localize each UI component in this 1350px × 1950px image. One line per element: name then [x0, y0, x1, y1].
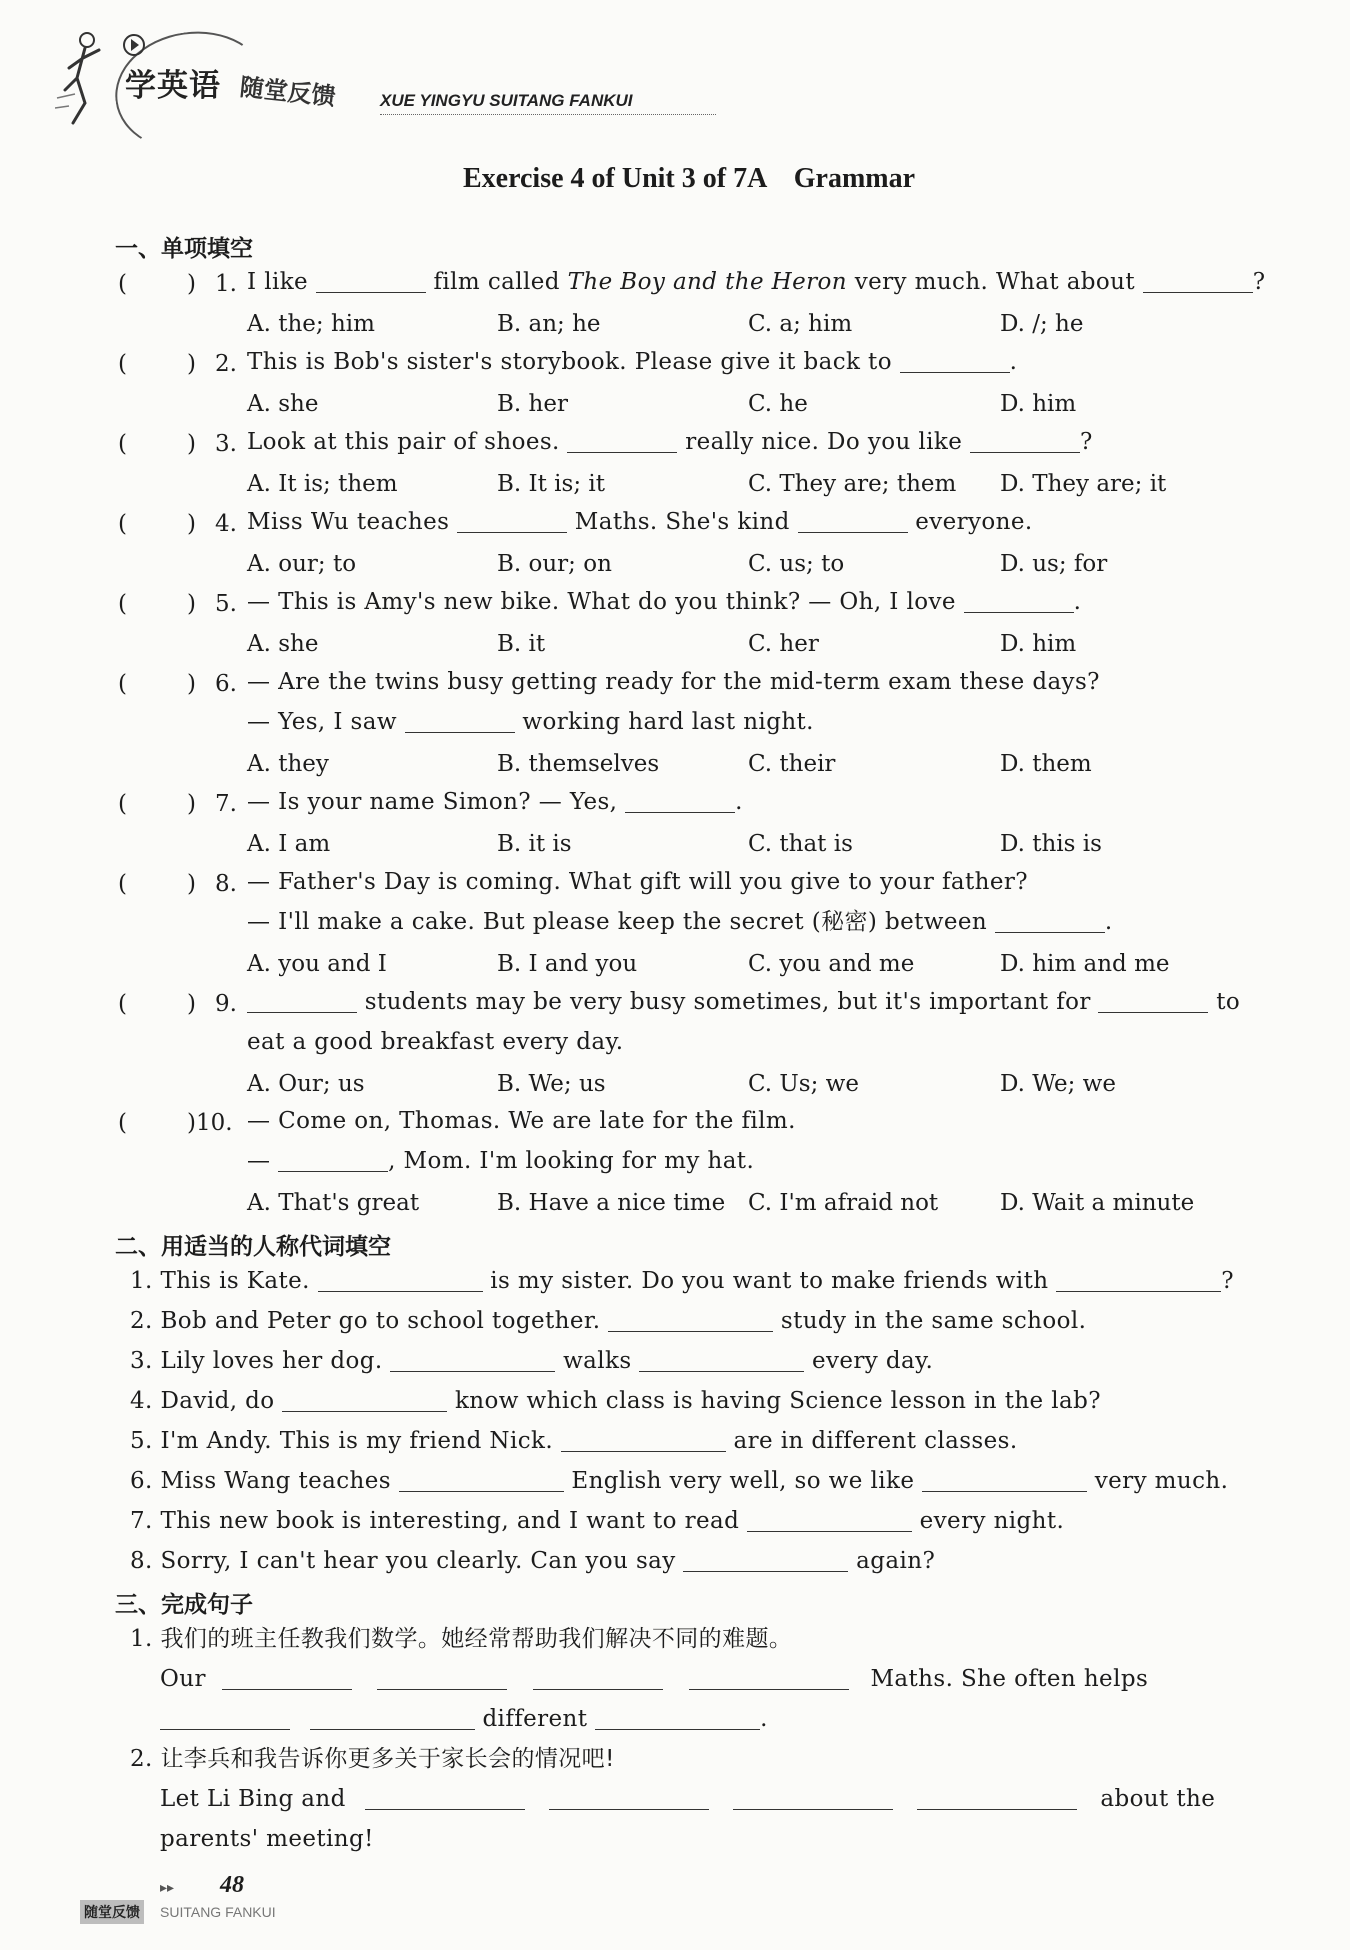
item-text: Sorry, I can't hear you clearly. Can you say [160, 1548, 676, 1574]
option-b[interactable]: B. It is; it [497, 471, 605, 497]
option-c[interactable]: C. her [748, 631, 819, 657]
option-b[interactable]: B. We; us [497, 1071, 606, 1097]
option-a[interactable]: A. she [247, 391, 319, 417]
question-text: — This is Amy's new bike. What do you think? — Oh, I love [247, 589, 956, 615]
question-text: very much. What about [854, 269, 1136, 295]
item-text: English very well, so we like [571, 1468, 915, 1494]
question-number: 9. [215, 991, 237, 1017]
item-text: ? [1221, 1268, 1234, 1294]
question-text: everyone. [915, 509, 1033, 535]
footer-pinyin: SUITANG FANKUI [160, 1904, 276, 1920]
question-text: This is Bob's sister's storybook. Please give it back to [247, 349, 892, 375]
option-b[interactable]: B. our; on [497, 551, 612, 577]
question-text: working hard last night. [522, 709, 814, 735]
option-d[interactable]: D. him and me [1000, 951, 1170, 977]
question-text: Look at this pair of shoes. [247, 429, 560, 455]
question-text: — Is your name Simon? — Yes, [247, 789, 618, 815]
option-c[interactable]: C. that is [748, 831, 853, 857]
page-title: Exercise 4 of Unit 3 of 7A Grammar [462, 163, 916, 194]
option-b[interactable]: B. Have a nice time [497, 1190, 726, 1216]
question-text: ? [1252, 269, 1266, 295]
answer-blank[interactable] [318, 1271, 483, 1292]
answer-blank[interactable] [567, 432, 677, 453]
option-a[interactable]: A. she [247, 631, 319, 657]
item-text: Let Li Bing and [160, 1786, 346, 1812]
item-text: Lily loves her dog. [160, 1348, 383, 1374]
option-d[interactable]: D. /; he [1000, 311, 1084, 337]
item-text: is my sister. Do you want to make friends with [490, 1268, 1049, 1294]
chinese-prompt: 我们的班主任教我们数学。她经常帮助我们解决不同的难题。 [160, 1626, 793, 1652]
item-text: Bob and Peter go to school together. [160, 1308, 601, 1334]
item-text: very much. [1094, 1468, 1229, 1494]
fill-item-3 [130, 1350, 933, 1373]
answer-paren-close: ) [187, 671, 196, 697]
item-text: This is Kate. [160, 1268, 310, 1294]
question-text: ? [1079, 429, 1093, 455]
question-text: students may be very busy sometimes, but it's important for [364, 989, 1091, 1015]
question-text: Maths. She's kind [574, 509, 790, 535]
answer-paren-open: ( [118, 511, 127, 537]
option-d[interactable]: D. Wait a minute [1000, 1190, 1195, 1216]
answer-paren-open: ( [118, 1110, 127, 1136]
answer-blank[interactable] [160, 1709, 290, 1730]
answer-blank[interactable] [316, 272, 426, 293]
question-number: 1. [215, 271, 237, 297]
option-c[interactable]: C. us; to [748, 551, 845, 577]
item-number: 1. [130, 1268, 153, 1294]
option-d[interactable]: D. him [1000, 391, 1077, 417]
item-number: 6. [130, 1468, 153, 1494]
section-heading-pronouns: 二、用适当的人称代词填空 [115, 1234, 391, 1260]
answer-paren-close: ) [187, 351, 196, 377]
item-text: walks [563, 1348, 632, 1374]
answer-blank[interactable] [595, 1709, 760, 1730]
answer-blank[interactable] [561, 1431, 726, 1452]
option-a[interactable]: A. It is; them [247, 471, 398, 497]
answer-blank[interactable] [608, 1311, 773, 1332]
question-text: — [247, 1148, 271, 1174]
option-d[interactable]: D. them [1000, 751, 1092, 777]
item-text: about the [1100, 1786, 1216, 1812]
item-text: I'm Andy. This is my friend Nick. [160, 1428, 554, 1454]
answer-blank[interactable] [689, 1669, 849, 1690]
answer-blank[interactable] [625, 792, 735, 813]
question-number: 3. [215, 431, 237, 457]
answer-blank[interactable] [683, 1551, 848, 1572]
item-text: study in the same school. [780, 1308, 1087, 1334]
answer-blank[interactable] [917, 1789, 1077, 1810]
item-text: David, do [160, 1388, 275, 1414]
answer-blank[interactable] [457, 512, 567, 533]
page-number: 48 [220, 1872, 244, 1898]
item-number: 8. [130, 1548, 153, 1574]
answer-blank[interactable] [639, 1351, 804, 1372]
question-text: . [1009, 349, 1018, 375]
answer-paren-close: ) [187, 871, 196, 897]
runner-logo-icon [55, 28, 115, 128]
film-title: The Boy and the Heron [567, 269, 848, 295]
option-b[interactable]: B. it [497, 631, 546, 657]
answer-paren-open: ( [118, 871, 127, 897]
option-a[interactable]: A. That's great [247, 1190, 420, 1216]
item-number: 1. [130, 1626, 153, 1652]
option-d[interactable]: D. this is [1000, 831, 1102, 857]
question-text: eat a good breakfast every day. [247, 1029, 624, 1055]
question-number: 2. [215, 351, 237, 377]
answer-blank[interactable] [399, 1471, 564, 1492]
answer-blank[interactable] [798, 512, 908, 533]
option-c[interactable]: C. a; him [748, 311, 853, 337]
section-heading-multiple-choice: 一、单项填空 [115, 236, 253, 262]
answer-blank[interactable] [900, 352, 1010, 373]
answer-paren-close: ) [187, 431, 196, 457]
fill-item-4 [130, 1390, 1101, 1413]
answer-blank[interactable] [995, 912, 1105, 933]
option-a[interactable]: A. the; him [247, 311, 375, 337]
play-icon [123, 34, 145, 56]
fill-item-2 [130, 1310, 1086, 1333]
question-text: to [1216, 989, 1241, 1015]
option-a[interactable]: A. you and I [247, 951, 387, 977]
option-b[interactable]: B. her [497, 391, 568, 417]
option-a[interactable]: A. I am [247, 831, 331, 857]
item-number: 5. [130, 1428, 153, 1454]
option-c[interactable]: C. he [748, 391, 808, 417]
option-b[interactable]: B. themselves [497, 751, 660, 777]
item-text: parents' meeting! [160, 1826, 374, 1852]
option-c[interactable]: C. I'm afraid not [748, 1190, 939, 1216]
question-text: . [735, 789, 743, 815]
question-number: 7. [215, 791, 237, 817]
answer-paren-close: ) [187, 591, 196, 617]
item-text: know which class is having Science lesson in the lab? [454, 1388, 1102, 1414]
item-text: Our [160, 1666, 206, 1692]
header-dotted-line [380, 114, 716, 115]
double-arrow-icon: ▸▸ [160, 1880, 175, 1896]
item-text: Miss Wang teaches [160, 1468, 391, 1494]
question-number: 5. [215, 591, 237, 617]
option-a[interactable]: A. Our; us [247, 1071, 365, 1097]
answer-blank[interactable] [247, 992, 357, 1013]
question-text: — I'll make a cake. But please keep the secret (秘密) between [247, 909, 988, 935]
question-text: film called [433, 269, 560, 295]
question-text: really nice. Do you like [685, 429, 963, 455]
answer-paren-open: ( [118, 431, 127, 457]
answer-blank[interactable] [964, 592, 1074, 613]
fill-item-1 [130, 1270, 1234, 1293]
answer-paren-open: ( [118, 591, 127, 617]
answer-blank[interactable] [310, 1709, 475, 1730]
header-banner [55, 28, 695, 128]
item-text: again? [856, 1548, 936, 1574]
answer-paren-open: ( [118, 791, 127, 817]
question-number: 4. [215, 511, 237, 537]
header-main-title: 学英语 [125, 68, 221, 104]
answer-blank[interactable] [405, 712, 515, 733]
option-c[interactable]: C. Us; we [748, 1071, 859, 1097]
item-number: 4. [130, 1388, 153, 1414]
answer-blank[interactable] [549, 1789, 709, 1810]
item-number: 2. [130, 1308, 153, 1334]
option-c[interactable]: C. you and me [748, 951, 915, 977]
question-text: . [1104, 909, 1113, 935]
question-text: I like [247, 269, 309, 295]
item-text: . [760, 1706, 768, 1732]
answer-blank[interactable] [1056, 1271, 1221, 1292]
item-text: different [482, 1706, 588, 1732]
item-number: 7. [130, 1508, 153, 1534]
option-c[interactable]: C. their [748, 751, 836, 777]
answer-blank[interactable] [282, 1391, 447, 1412]
fill-item-7 [130, 1510, 1064, 1533]
answer-paren-close: ) [187, 791, 196, 817]
answer-paren-open: ( [118, 351, 127, 377]
question-number: 6. [215, 671, 237, 697]
option-b[interactable]: B. I and you [497, 951, 638, 977]
option-a[interactable]: A. they [247, 751, 329, 777]
header-pinyin: XUE YINGYU SUITANG FANKUI [380, 91, 633, 110]
section-heading-complete-sentences: 三、完成句子 [115, 1592, 253, 1618]
answer-blank[interactable] [390, 1351, 555, 1372]
question-text: — Are the twins busy getting ready for the mid-term exam these days? [247, 669, 1100, 695]
footer-tag: 随堂反馈 [80, 1900, 144, 1924]
option-a[interactable]: A. our; to [247, 551, 357, 577]
header-sub-title: 随堂反馈 [238, 73, 337, 111]
fill-item-5 [130, 1430, 1018, 1453]
option-d[interactable]: D. him [1000, 631, 1077, 657]
answer-blank[interactable] [365, 1789, 525, 1810]
item-text: This new book is interesting, and I want to read [160, 1508, 740, 1534]
option-d[interactable]: D. us; for [1000, 551, 1108, 577]
item-text: every day. [812, 1348, 934, 1374]
fill-item-8 [130, 1550, 935, 1573]
answer-blank[interactable] [1098, 992, 1208, 1013]
answer-blank[interactable] [222, 1669, 352, 1690]
chinese-prompt: 让李兵和我告诉你更多关于家长会的情况吧! [160, 1746, 615, 1772]
answer-paren-open: ( [118, 671, 127, 697]
answer-paren-open: ( [118, 991, 127, 1017]
answer-blank[interactable] [1143, 272, 1253, 293]
answer-paren-close: ) [187, 991, 196, 1017]
answer-blank[interactable] [747, 1511, 912, 1532]
answer-blank[interactable] [278, 1151, 388, 1172]
option-d[interactable]: D. We; we [1000, 1071, 1116, 1097]
question-text: , Mom. I'm looking for my hat. [388, 1148, 755, 1174]
option-b[interactable]: B. an; he [497, 311, 601, 337]
item-text: Maths. She often helps [870, 1666, 1149, 1692]
item-text: are in different classes. [733, 1428, 1018, 1454]
option-c[interactable]: C. They are; them [748, 471, 957, 497]
answer-blank[interactable] [922, 1471, 1087, 1492]
fill-item-6 [130, 1470, 1228, 1493]
answer-paren-close: ) [187, 511, 196, 537]
question-text: — Yes, I saw [247, 709, 397, 735]
answer-blank[interactable] [733, 1789, 893, 1810]
question-number: )10. [187, 1110, 233, 1136]
option-b[interactable]: B. it is [497, 831, 572, 857]
question-text: — Come on, Thomas. We are late for the film. [247, 1108, 796, 1134]
answer-paren-open: ( [118, 271, 127, 297]
option-d[interactable]: D. They are; it [1000, 471, 1167, 497]
item-text: every night. [919, 1508, 1065, 1534]
answer-blank[interactable] [533, 1669, 663, 1690]
answer-paren-close: ) [187, 271, 196, 297]
item-number: 2. [130, 1746, 153, 1772]
item-number: 3. [130, 1348, 153, 1374]
question-number: 8. [215, 871, 237, 897]
question-text: Miss Wu teaches [247, 509, 450, 535]
question-text: . [1073, 589, 1082, 615]
question-text: — Father's Day is coming. What gift will you give to your father? [247, 869, 1028, 895]
answer-blank[interactable] [377, 1669, 507, 1690]
answer-blank[interactable] [970, 432, 1080, 453]
